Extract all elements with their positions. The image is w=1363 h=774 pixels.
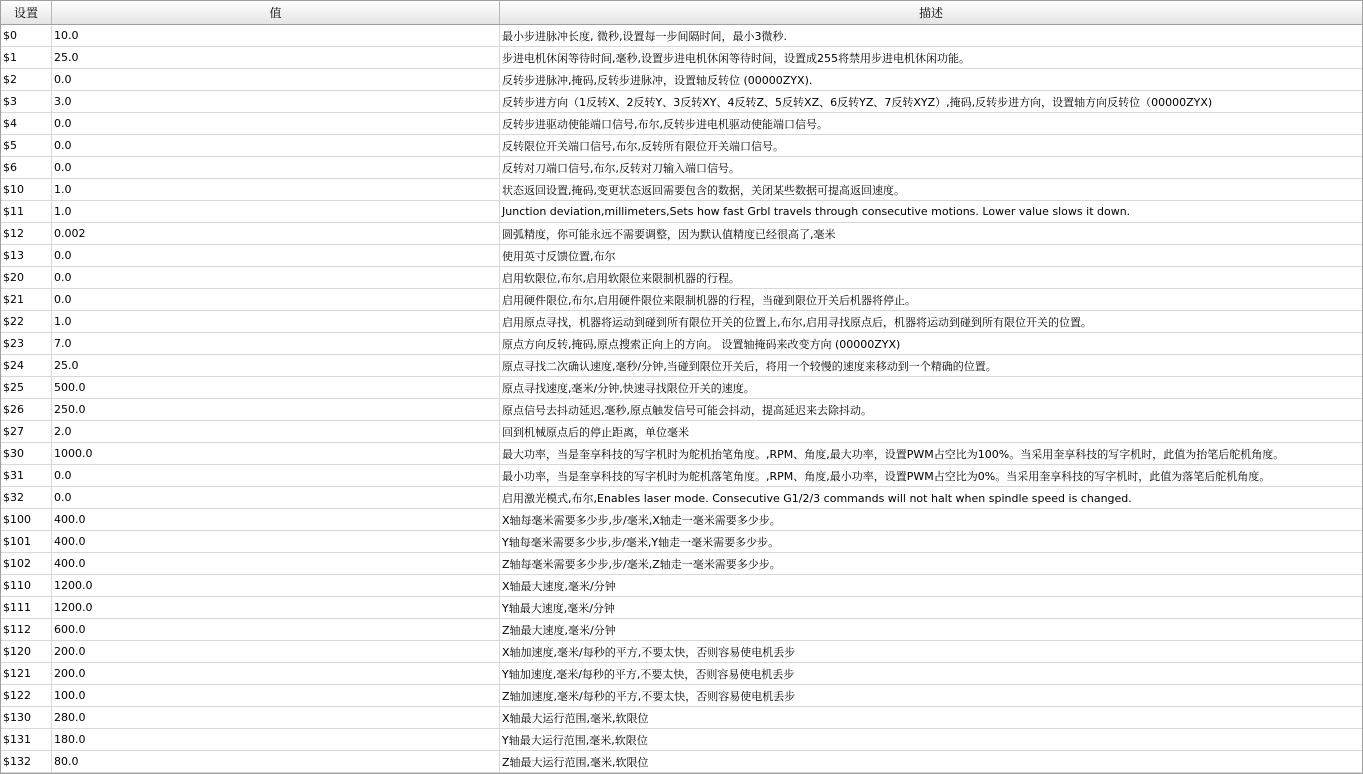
setting-key-cell: $10 [1, 179, 52, 200]
setting-key-cell: $31 [1, 465, 52, 486]
setting-description-cell: Y轴加速度,毫米/每秒的平方,不要太快，否则容易使电机丢步 [502, 667, 795, 681]
setting-description-cell: Z轴每毫米需要多少步,步/毫米,Z轴走一毫米需要多少步。 [502, 557, 781, 571]
setting-description-cell: X轴每毫米需要多少步,步/毫米,X轴走一毫米需要多少步。 [502, 513, 781, 527]
setting-description-cell: 步进电机休闲等待时间,毫秒,设置步进电机休闲等待时间，设置成255将禁用步进电机休闲功能。 [502, 51, 970, 65]
setting-key-cell: $122 [1, 685, 52, 706]
setting-description-cell: 使用英寸反馈位置,布尔 [502, 249, 616, 263]
setting-value-cell[interactable]: 400.0 [52, 553, 500, 574]
setting-description-cell: 启用硬件限位,布尔,启用硬件限位来限制机器的行程，当碰到限位开关后机器将停止。 [502, 293, 916, 307]
setting-description-cell: Junction deviation,millimeters,Sets how fast Grbl travels through consecutive motions. Lower value slows it down. [502, 205, 1131, 218]
setting-value-cell[interactable]: 0.0 [52, 487, 500, 508]
setting-value-cell[interactable]: 0.002 [52, 223, 500, 244]
setting-value-cell[interactable]: 0.0 [52, 69, 500, 90]
setting-value-cell[interactable]: 0.0 [52, 135, 500, 156]
setting-value-cell[interactable]: 180.0 [52, 729, 500, 750]
setting-key-cell: $110 [1, 575, 52, 596]
table-row[interactable] [1, 377, 1362, 399]
setting-description-cell: Z轴最大速度,毫米/分钟 [502, 623, 616, 637]
setting-description-cell: 回到机械原点后的停止距离，单位毫米 [502, 425, 689, 439]
setting-key-cell: $3 [1, 91, 52, 112]
setting-value-cell[interactable]: 3.0 [52, 91, 500, 112]
setting-key-cell: $100 [1, 509, 52, 530]
grid-rows [1, 25, 1362, 773]
setting-key-cell: $24 [1, 355, 52, 376]
setting-value-cell[interactable]: 280.0 [52, 707, 500, 728]
setting-value-cell[interactable]: 100.0 [52, 685, 500, 706]
table-row[interactable] [1, 509, 1362, 531]
table-row[interactable] [1, 223, 1362, 245]
table-row[interactable] [1, 69, 1362, 91]
setting-value-cell[interactable]: 200.0 [52, 663, 500, 684]
table-row[interactable] [1, 267, 1362, 289]
setting-description-cell: 启用激光模式,布尔,Enables laser mode. Consecutive G1/2/3 commands will not halt when spindle speed is changed. [502, 491, 1132, 505]
table-row[interactable] [1, 355, 1362, 377]
setting-description-cell: 圆弧精度，你可能永远不需要调整，因为默认值精度已经很高了,毫米 [502, 227, 836, 241]
setting-value-cell[interactable]: 1.0 [52, 179, 500, 200]
setting-description-cell: X轴加速度,毫米/每秒的平方,不要太快，否则容易使电机丢步 [502, 645, 796, 659]
table-row[interactable] [1, 751, 1362, 773]
setting-key-cell: $131 [1, 729, 52, 750]
setting-key-cell: $5 [1, 135, 52, 156]
setting-value-cell[interactable]: 1200.0 [52, 597, 500, 618]
table-row[interactable] [1, 685, 1362, 707]
setting-key-cell: $4 [1, 113, 52, 134]
table-row[interactable] [1, 25, 1362, 47]
setting-value-cell[interactable]: 1.0 [52, 311, 500, 332]
setting-key-cell: $130 [1, 707, 52, 728]
setting-value-cell[interactable]: 500.0 [52, 377, 500, 398]
table-row[interactable] [1, 179, 1362, 201]
setting-key-cell: $22 [1, 311, 52, 332]
setting-key-cell: $112 [1, 619, 52, 640]
setting-key-cell: $11 [1, 201, 52, 222]
setting-description-cell: 状态返回设置,掩码,变更状态返回需要包含的数据，关闭某些数据可提高返回速度。 [502, 183, 905, 197]
table-row[interactable] [1, 663, 1362, 685]
table-row[interactable] [1, 113, 1362, 135]
setting-key-cell: $101 [1, 531, 52, 552]
header-setting[interactable]: 设置 [1, 1, 52, 24]
setting-key-cell: $132 [1, 751, 52, 772]
table-row[interactable] [1, 157, 1362, 179]
setting-description-cell: 反转步进脉冲,掩码,反转步进脉冲，设置轴反转位 (00000ZYX). [502, 73, 813, 87]
setting-key-cell: $2 [1, 69, 52, 90]
setting-key-cell: $0 [1, 25, 52, 46]
setting-key-cell: $23 [1, 333, 52, 354]
setting-description-cell: X轴最大速度,毫米/分钟 [502, 579, 616, 593]
setting-key-cell: $21 [1, 289, 52, 310]
table-row[interactable] [1, 201, 1362, 223]
setting-value-cell[interactable]: 0.0 [52, 157, 500, 178]
setting-value-cell[interactable]: 25.0 [52, 355, 500, 376]
table-row[interactable] [1, 399, 1362, 421]
header-value[interactable]: 值 [52, 1, 500, 24]
setting-description-cell: 启用软限位,布尔,启用软限位来限制机器的行程。 [502, 271, 740, 285]
setting-key-cell: $26 [1, 399, 52, 420]
setting-description-cell: 最大功率，当是奎享科技的写字机时为舵机抬笔角度。,RPM、角度,最大功率，设置PWM占空比为100%。当采用奎享科技的写字机时，此值为抬笔后舵机角度。 [502, 447, 1285, 461]
setting-description-cell: 原点寻找速度,毫米/分钟,快速寻找限位开关的速度。 [502, 381, 755, 395]
setting-description-cell: 原点信号去抖动延迟,毫秒,原点触发信号可能会抖动，提高延迟来去除抖动。 [502, 403, 872, 417]
table-row[interactable] [1, 421, 1362, 443]
setting-key-cell: $1 [1, 47, 52, 68]
table-row[interactable] [1, 553, 1362, 575]
setting-value-cell[interactable]: 400.0 [52, 531, 500, 552]
table-row[interactable] [1, 465, 1362, 487]
setting-key-cell: $111 [1, 597, 52, 618]
table-row[interactable] [1, 135, 1362, 157]
setting-value-cell[interactable]: 200.0 [52, 641, 500, 662]
header-description[interactable]: 描述 [918, 6, 943, 20]
table-row[interactable] [1, 707, 1362, 729]
table-row[interactable] [1, 487, 1362, 509]
setting-value-cell[interactable]: 7.0 [52, 333, 500, 354]
grid-header [1, 1, 1362, 25]
setting-key-cell: $20 [1, 267, 52, 288]
setting-key-cell: $6 [1, 157, 52, 178]
setting-value-cell[interactable]: 10.0 [52, 25, 500, 46]
table-row[interactable] [1, 333, 1362, 355]
setting-key-cell: $32 [1, 487, 52, 508]
table-row[interactable] [1, 619, 1362, 641]
setting-description-cell: Y轴每毫米需要多少步,步/毫米,Y轴走一毫米需要多少步。 [502, 535, 780, 549]
setting-description-cell: 最小步进脉冲长度, 微秒,设置每一步间隔时间，最小3微秒. [502, 29, 787, 43]
setting-description-cell: 反转对刀端口信号,布尔,反转对刀输入端口信号。 [502, 161, 740, 175]
setting-description-cell: 原点方向反转,掩码,原点搜索正向上的方向。 设置轴掩码来改变方向 (00000ZYX) [502, 337, 901, 351]
setting-value-cell[interactable]: 1200.0 [52, 575, 500, 596]
setting-value-cell[interactable]: 1000.0 [52, 443, 500, 464]
setting-key-cell: $25 [1, 377, 52, 398]
table-row[interactable] [1, 531, 1362, 553]
setting-key-cell: $27 [1, 421, 52, 442]
table-row[interactable] [1, 597, 1362, 619]
setting-value-cell[interactable]: 250.0 [52, 399, 500, 420]
table-row[interactable] [1, 311, 1362, 333]
setting-value-cell[interactable]: 1.0 [52, 201, 500, 222]
setting-value-cell[interactable]: 25.0 [52, 47, 500, 68]
setting-description-cell: Y轴最大运行范围,毫米,软限位 [502, 733, 648, 747]
setting-key-cell: $13 [1, 245, 52, 266]
setting-key-cell: $120 [1, 641, 52, 662]
setting-key-cell: $102 [1, 553, 52, 574]
table-row[interactable] [1, 443, 1362, 465]
setting-value-cell[interactable]: 0.0 [52, 465, 500, 486]
setting-value-cell[interactable]: 80.0 [52, 751, 500, 772]
setting-description-cell: 启用原点寻找，机器将运动到碰到所有限位开关的位置上,布尔,启用寻找原点后，机器将运动到碰到所有限位开关的位置。 [502, 315, 1092, 329]
setting-description-cell: 反转步进方向（1反转X、2反转Y、3反转XY、4反转Z、5反转XZ、6反转YZ、7反转XYZ）,掩码,反转步进方向，设置轴方向反转位（00000ZYX) [502, 95, 1213, 109]
setting-description-cell: 反转限位开关端口信号,布尔,反转所有限位开关端口信号。 [502, 139, 784, 153]
setting-value-cell[interactable]: 0.0 [52, 289, 500, 310]
table-row[interactable] [1, 729, 1362, 751]
setting-key-cell: $30 [1, 443, 52, 464]
setting-value-cell[interactable]: 0.0 [52, 267, 500, 288]
setting-description-cell: 反转步进驱动使能端口信号,布尔,反转步进电机驱动使能端口信号。 [502, 117, 828, 131]
setting-key-cell: $121 [1, 663, 52, 684]
table-row[interactable] [1, 47, 1362, 69]
setting-value-cell[interactable]: 400.0 [52, 509, 500, 530]
setting-description-cell: 原点寻找二次确认速度,毫秒/分钟,当碰到限位开关后，将用一个较慢的速度来移动到一个精确的位置。 [502, 359, 997, 373]
setting-value-cell[interactable]: 0.0 [52, 113, 500, 134]
table-row[interactable] [1, 289, 1362, 311]
setting-description-cell: Z轴最大运行范围,毫米,软限位 [502, 755, 649, 769]
setting-value-cell[interactable]: 0.0 [52, 245, 500, 266]
table-row[interactable] [1, 641, 1362, 663]
setting-value-cell[interactable]: 600.0 [52, 619, 500, 640]
setting-description-cell: Z轴加速度,毫米/每秒的平方,不要太快，否则容易使电机丢步 [502, 689, 796, 703]
setting-description-cell: X轴最大运行范围,毫米,软限位 [502, 711, 649, 725]
table-row[interactable] [1, 91, 1362, 113]
setting-description-cell: 最小功率，当是奎享科技的写字机时为舵机落笔角度。,RPM、角度,最小功率，设置PWM占空比为0%。当采用奎享科技的写字机时，此值为落笔后舵机角度。 [502, 469, 1271, 483]
table-row[interactable] [1, 245, 1362, 267]
setting-description-cell: Y轴最大速度,毫米/分钟 [502, 601, 615, 615]
setting-key-cell: $12 [1, 223, 52, 244]
table-row[interactable] [1, 575, 1362, 597]
setting-value-cell[interactable]: 2.0 [52, 421, 500, 442]
